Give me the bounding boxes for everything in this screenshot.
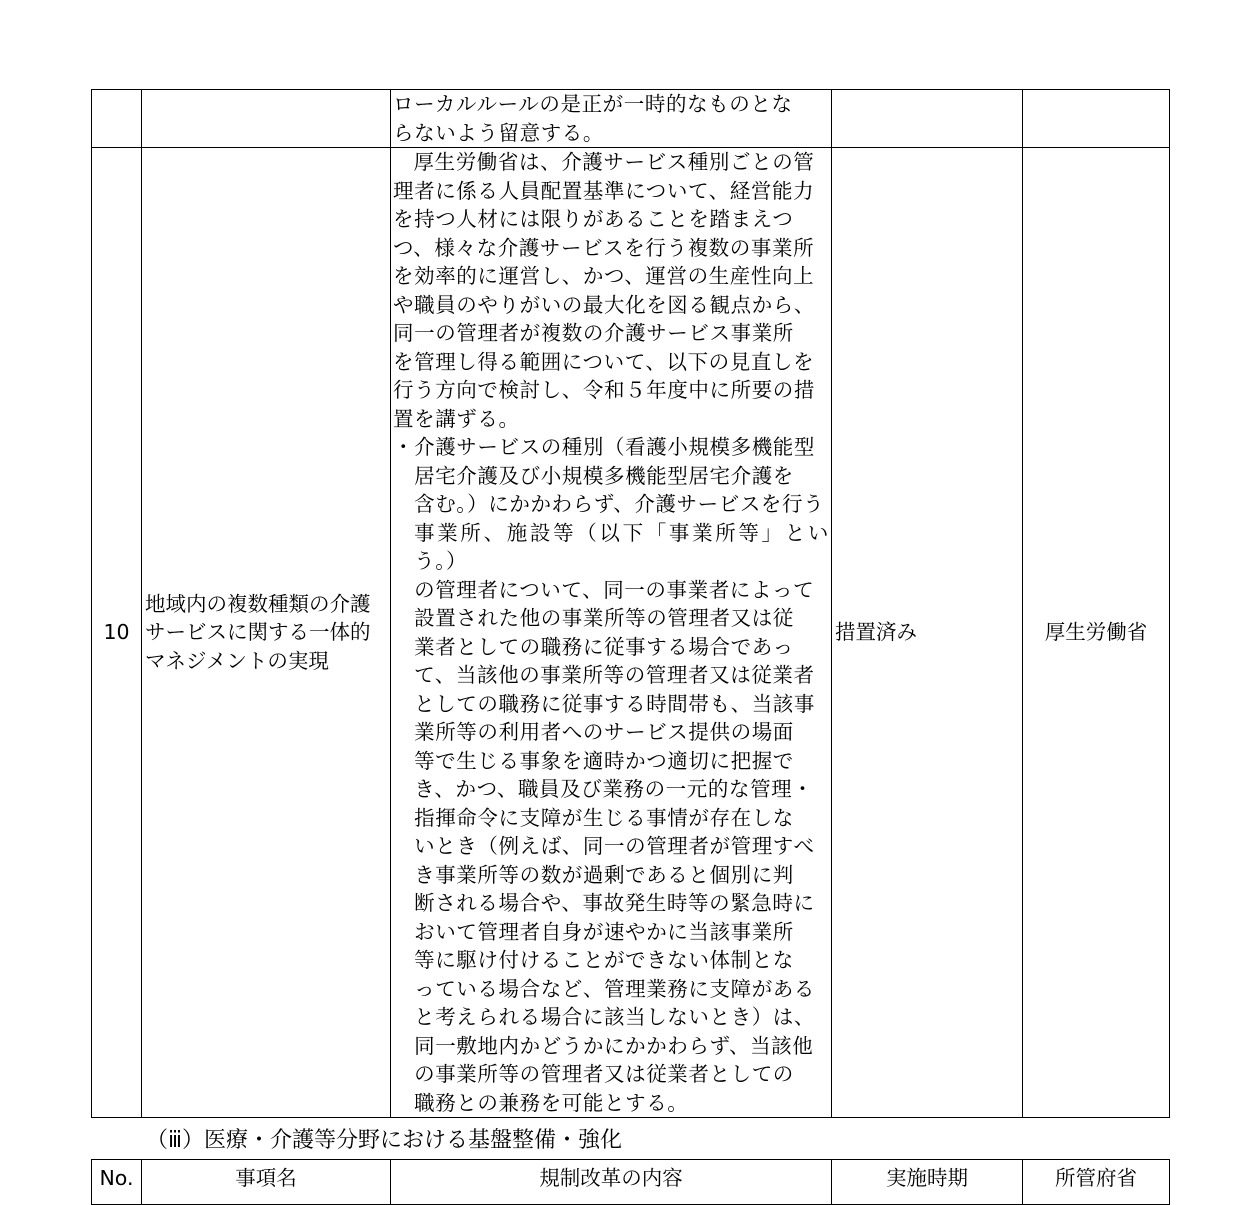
content-line: 厚生労働省は、介護サービス種別ごとの管 — [413, 150, 815, 174]
item-name-line: マネジメントの実現 — [145, 648, 329, 673]
no-cell — [92, 90, 142, 148]
content-line: 理者に係る人員配置基準について、経営能力 — [393, 178, 815, 203]
bullet-text — [414, 433, 829, 1117]
item-name-line: サービスに関する一体的 — [145, 620, 371, 645]
content-line: 事業所、施設等（以下「事業所等」という。） — [414, 520, 829, 573]
content-line: らないよう留意する。 — [393, 120, 604, 145]
content-line: 行う方向で検討し、令和５年度中に所要の措 — [393, 378, 815, 402]
content-line: を管理し得る範囲について、以下の見直しを — [393, 349, 815, 374]
content-line: 等に駆け付けることができない体制とな — [414, 948, 794, 972]
content-line: 介護サービスの種別（看護小規模多機能型 — [414, 435, 816, 459]
content-line: を効率的に運営し、かつ、運営の生産性向上 — [393, 264, 815, 288]
header-ministry: 所管府省 — [1023, 1160, 1170, 1205]
next-table-header — [91, 1159, 1170, 1205]
content-line: 指揮命令に支障が生じる事情が存在しな — [414, 805, 794, 830]
content-line: っている場合など、管理業務に支障がある — [414, 976, 816, 1001]
content-line: 置を講ずる。 — [393, 406, 520, 431]
content-line: き、かつ、職員及び業務の一元的な管理・ — [414, 777, 814, 801]
content-line: き事業所等の数が過剰であると個別に判 — [414, 862, 794, 887]
content-line: 居宅介護及び小規模多機能型居宅介護を — [414, 463, 794, 488]
content-line: つ、様々な介護サービスを行う複数の事業所 — [393, 235, 815, 260]
content-line: 含む。）にかかわらず、介護サービスを行う — [414, 492, 825, 516]
content-line: 同一の管理者が複数の介護サービス事業所 — [393, 321, 794, 345]
content-line: 職務との兼務を可能とする。 — [414, 1090, 689, 1115]
row-number: 10 — [92, 148, 142, 1118]
item-name-cell — [142, 90, 391, 148]
ministry-cell — [1023, 90, 1170, 148]
content-line: の管理者について、同一の事業者によって — [414, 577, 815, 602]
content-line: 業者としての職務に従事する場合であっ — [414, 634, 794, 659]
content-line: の事業所等の管理者又は従業者としての — [414, 1062, 794, 1086]
reform-table — [91, 89, 1170, 1118]
content-paragraph — [393, 148, 829, 177]
table-row — [92, 148, 1170, 1118]
header-period: 実施時期 — [832, 1160, 1023, 1205]
content-line: 同一敷地内かどうかにかかわらず、当該他 — [414, 1033, 814, 1058]
content-line: 等で生じる事象を適時かつ適切に把握で — [414, 748, 794, 773]
reform-content-cell — [391, 148, 832, 1118]
reform-content-cell — [391, 90, 832, 148]
content-line: 設置された他の事業所等の管理者又は従 — [414, 606, 794, 630]
content-line: と考えられる場合に該当しないとき）は、 — [414, 1005, 816, 1029]
content-line: 断される場合や、事故発生時等の緊急時に — [414, 891, 815, 915]
header-no: No. — [92, 1160, 142, 1205]
bullet-item — [393, 433, 829, 1117]
header-item-name: 事項名 — [142, 1160, 391, 1205]
table-row-continued — [92, 90, 1170, 148]
content-line: や職員のやりがいの最大化を図る観点から、 — [393, 292, 815, 317]
content-line: ローカルルールの是正が一時的なものとな — [393, 92, 793, 116]
period-cell — [832, 90, 1023, 148]
content-line: おいて管理者自身が速やかに当該事業所 — [414, 919, 794, 944]
header-row — [92, 1160, 1170, 1205]
section-heading: （ⅲ）医療・介護等分野における基盤整備・強化 — [146, 1128, 623, 1153]
content-line: としての職務に従事する時間帯も、当該事 — [414, 691, 816, 716]
content-line: いとき（例えば、同一の管理者が管理すべ — [414, 834, 815, 858]
header-reform-content: 規制改革の内容 — [391, 1160, 832, 1205]
item-name-line: 地域内の複数種類の介護 — [145, 591, 371, 616]
content-line: 業所等の利用者へのサービス提供の場面 — [414, 720, 794, 744]
ministry-cell: 厚生労働省 — [1023, 148, 1170, 1118]
period-cell: 措置済み — [832, 148, 1023, 1118]
item-name-cell — [142, 148, 391, 1118]
content-line: て、当該他の事業所等の管理者又は従業者 — [414, 663, 815, 687]
bullet-mark: ・ — [393, 435, 415, 459]
content-line: を持つ人材には限りがあることを踏まえつ — [393, 207, 794, 231]
